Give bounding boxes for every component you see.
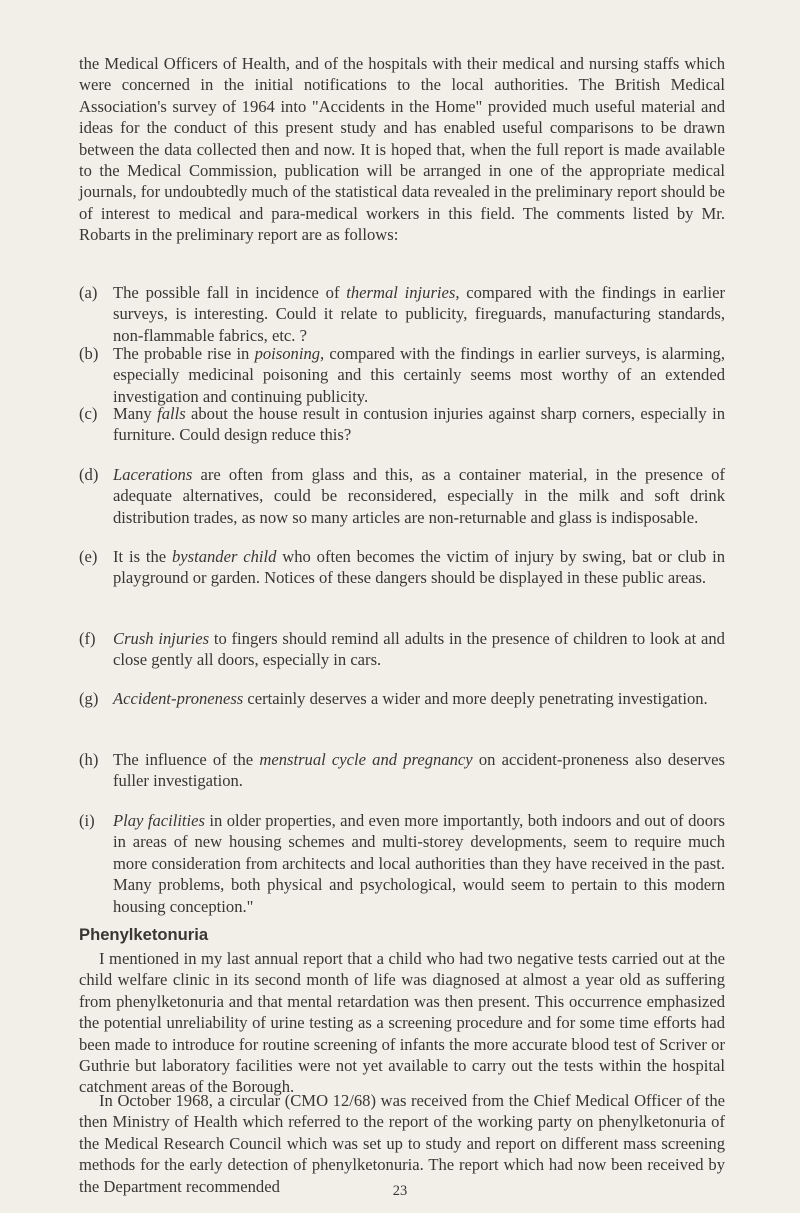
paragraph-text: In October 1968, a circular (CMO 12/68) was received from the Chief Medical Officer of the then Ministry of Health which referred to the report of the working party on phenylketonuria of the Medical Research Council which was set up to study and report on different mass screening methods for the early detection of phenylketonuria. The report which had now been received by the Department recommended (79, 1091, 725, 1196)
list-item (79, 343, 725, 407)
list-item-topic: Lacerations (113, 465, 193, 484)
list-item-topic: Accident-proneness (113, 689, 244, 708)
intro-paragraph: the Medical Officers of Health, and of the hospitals with their medical and nursing staffs which were concerned in the initial notifications to the local authorities. The British Medical Association's survey of 1964 into "Accidents in the Home" provided much useful material and ideas for the conduct of this present study and has enabled useful comparisons to be drawn between the data collected then and now. It is hoped that, when the full report is made available to the Medical Commission, publication will be arranged in one of the appropriate medical journals, for undoubtedly much of the statistical data revealed in the preliminary report should be of interest to medical and para-medical workers in this field. The comments listed by Mr. Robarts in the preliminary report are as follows: (79, 54, 725, 245)
list-item-topic: bystander child (171, 547, 277, 566)
body-paragraph (79, 1090, 725, 1197)
list-item-label: (f) (79, 629, 96, 648)
list-item-prefix: The possible fall in incidence of (113, 283, 347, 302)
list-item-label: (g) (79, 689, 99, 708)
body-paragraph (79, 948, 725, 1098)
list-item (79, 464, 725, 528)
list-item-label: (c) (79, 404, 98, 423)
list-item (79, 628, 725, 671)
list-item-topic: thermal injuries, (346, 283, 460, 302)
list-item-prefix: Many (113, 404, 158, 423)
list-item-text: are often from glass and this, as a container material, in the presence of adequate alternatives, could be reconsidered, especially in the milk and soft drink distribution trades, as now so many articles are non-returnable and glass is indisposable. (113, 465, 725, 527)
list-item-text: who often becomes the victim of injury by swing, bat or club in playground or garden. Notices of these dangers should be displayed in these public areas. (113, 547, 725, 588)
list-item-topic: menstrual cycle and pregnancy (259, 750, 473, 769)
list-item-topic: Play facilities (113, 811, 205, 830)
list-item (79, 749, 725, 792)
list-item-prefix: The probable rise in (113, 344, 255, 363)
list-item (79, 688, 725, 709)
list-item-label: (a) (79, 283, 98, 302)
list-item-prefix: The influence of the (113, 750, 260, 769)
list-item-label: (e) (79, 547, 98, 566)
list-item-topic: Crush injuries (113, 629, 210, 648)
list-item (79, 546, 725, 589)
list-item-text: in older properties, and even more importantly, both indoors and out of doors in areas of new housing schemes and multi-storey developments, seem to require much more consideration from architects and local authorities than they have received in the past. Many problems, both physical and psychological, would seem to pertain to this modern housing conception." (113, 811, 725, 916)
list-item-label: (d) (79, 465, 99, 484)
section-heading: Phenylketonuria (79, 925, 209, 944)
list-item-text: to fingers should remind all adults in the presence of children to look at and close gently all doors, especially in cars. (113, 629, 725, 670)
list-item-text: about the house result in contusion injuries against sharp corners, especially in furniture. Could design reduce this? (113, 404, 725, 445)
list-item-text: compared with the findings in earlier surveys, is alarming, especially medicinal poisoning and this certainly seems most worthy of an extended investigation and continuing publicity. (113, 344, 726, 406)
paragraph-text: I mentioned in my last annual report that a child who had two negative tests carried out at the child welfare clinic in its second month of life was diagnosed at almost a year old as suffering from phenylketonuria and that mental retardation was then present. This occurrence emphasized the potential unreliability of urine testing as a screening procedure and for some time efforts had been made to introduce for routine screening of infants the more accurate blood test of Scriver or Guthrie but laboratory facilities were not yet available to carry out the tests within the hospital catchment areas of the Borough. (79, 949, 725, 1097)
list-item-text: on accident-proneness also deserves fuller investigation. (113, 750, 725, 791)
list-item (79, 403, 725, 446)
page-number: 23 (392, 1183, 408, 1199)
list-item-topic: falls (157, 404, 186, 423)
list-item (79, 282, 725, 346)
list-item (79, 810, 725, 917)
list-item-text: certainly deserves a wider and more deeply penetrating investigation. (243, 689, 708, 708)
list-item-prefix: It is the (113, 547, 172, 566)
list-item-label: (i) (79, 811, 95, 830)
list-item-text: compared with the findings in earlier surveys, is interesting. Could it relate to publicity, fireguards, manufacturing standards, non-flammable fabrics, etc. ? (113, 283, 725, 345)
list-item-topic: poisoning, (254, 344, 325, 363)
list-item-label: (h) (79, 750, 99, 769)
list-item-label: (b) (79, 344, 99, 363)
